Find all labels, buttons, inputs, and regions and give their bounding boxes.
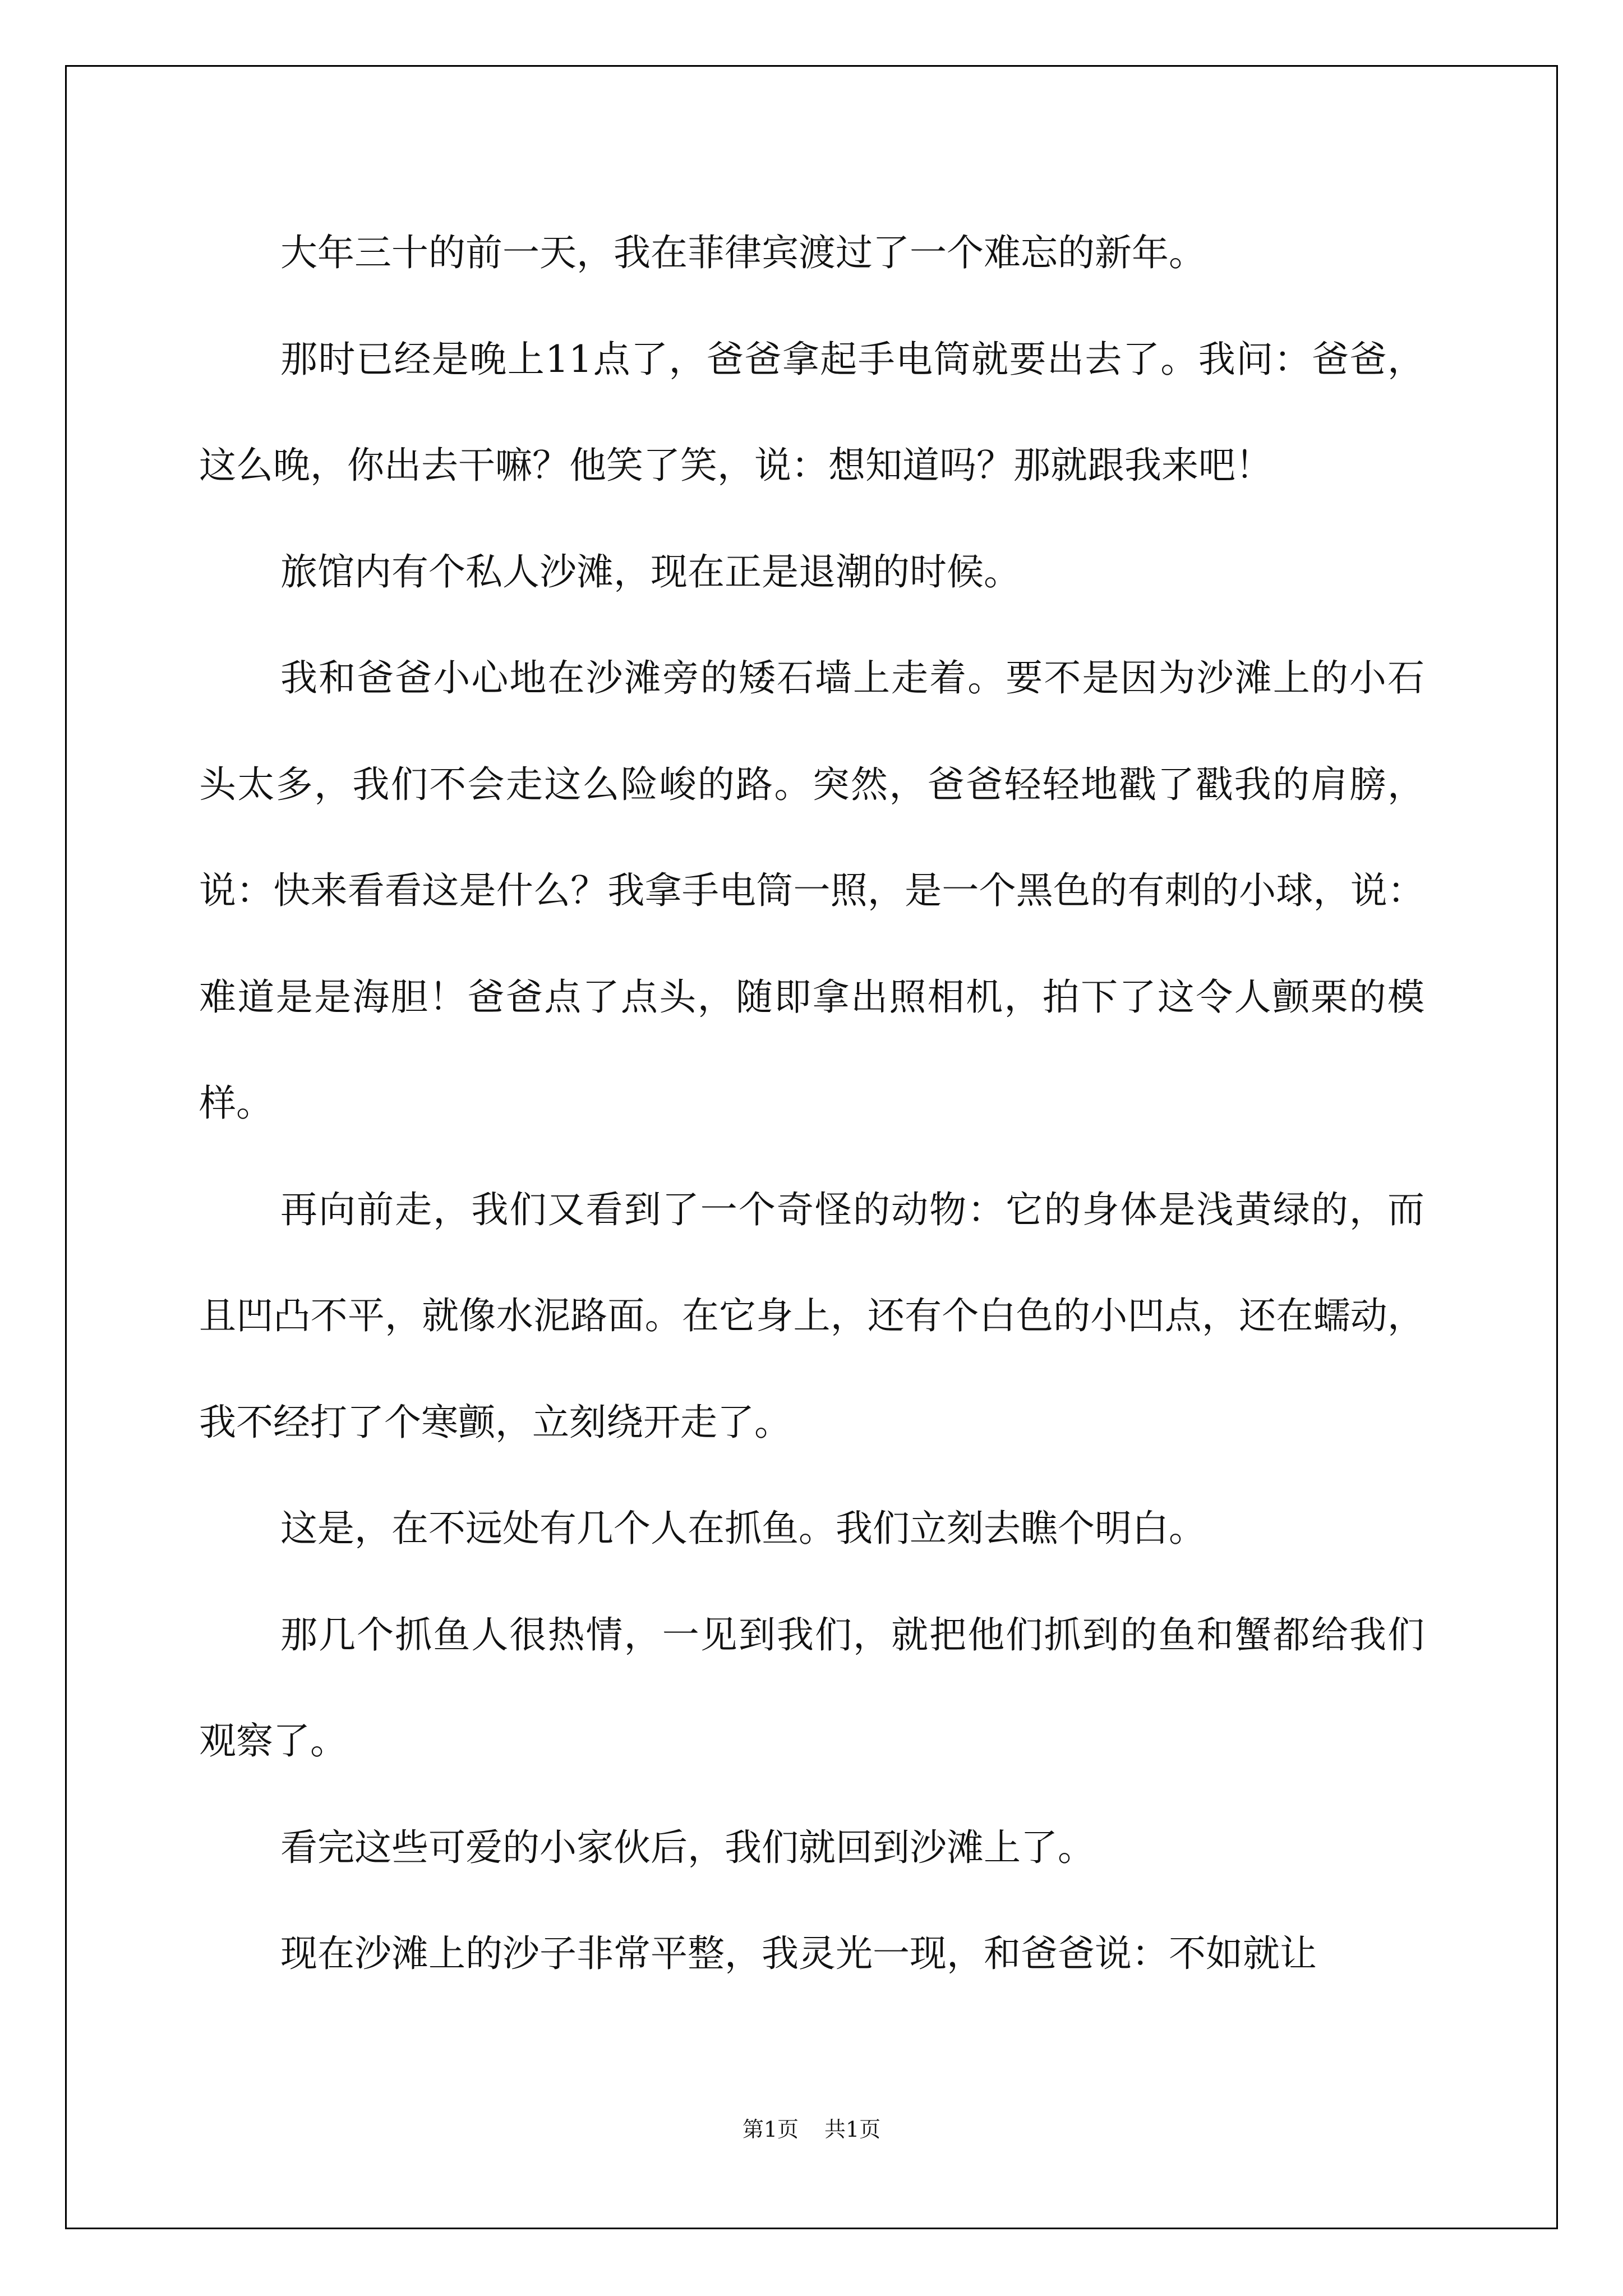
page-footer — [0, 2112, 1623, 2143]
paragraph-9: 现在沙滩上的沙子非常平整，我灵光一现，和爸爸说：不如就让 — [280, 1932, 1317, 1975]
page-number-total: 共1页 — [824, 2117, 881, 2142]
paragraph-4: 我和爸爸小心地在沙滩旁的矮石墙上走着。要不是因为沙滩上的小石头太多，我们不会走这么险峻的路。突然，爸爸轻轻地戳了戳我的肩膀，说：快来看看这是什么？我拿手电筒一照，是一个黑色的有刺的小球，说：难道是是海胆！爸爸点了点头，随即拿出照相机，拍下了这令人颤栗的模样。 — [199, 656, 1424, 1125]
document-body — [199, 200, 1424, 2007]
page-number-current: 第1页 — [742, 2117, 799, 2142]
paragraph-2: 那时已经是晚上11点了，爸爸拿起手电筒就要出去了。我问：爸爸，这么晚，你出去干嘛？他笑了笑，说：想知道吗？那就跟我来吧！ — [199, 337, 1424, 487]
paragraph-1: 大年三十的前一天，我在菲律宾渡过了一个难忘的新年。 — [280, 231, 1206, 274]
paragraph-8: 看完这些可爱的小家伙后，我们就回到沙滩上了。 — [280, 1825, 1095, 1869]
paragraph-5: 再向前走，我们又看到了一个奇怪的动物：它的身体是浅黄绿的，而且凹凸不平，就像水泥路面。在它身上，还有个白色的小凹点，还在蠕动，我不经打了个寒颤，立刻绕开走了。 — [199, 1188, 1424, 1444]
paragraph-7: 那几个抓鱼人很热情，一见到我们，就把他们抓到的鱼和蟹都给我们观察了。 — [199, 1613, 1424, 1763]
paragraph-6: 这是，在不远处有几个人在抓鱼。我们立刻去瞧个明白。 — [280, 1507, 1206, 1550]
paragraph-3: 旅馆内有个私人沙滩，现在正是退潮的时候。 — [280, 550, 1021, 593]
